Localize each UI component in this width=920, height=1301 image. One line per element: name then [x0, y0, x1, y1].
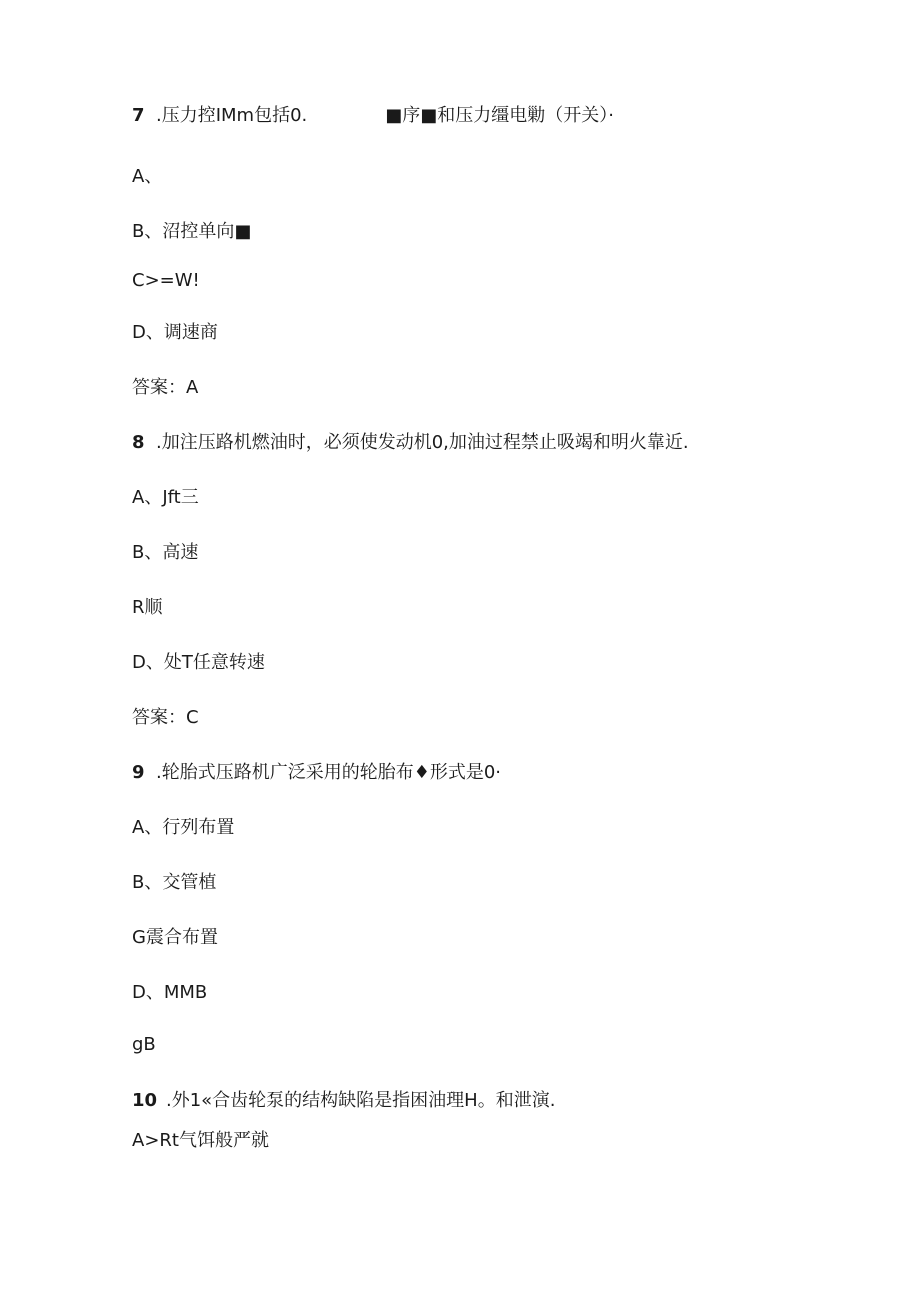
option-9c: G震合布置: [132, 927, 218, 948]
question-text-part2: ■序■和压力缰电勦（开关）·: [385, 105, 615, 126]
answer-7: 答案：A: [132, 377, 199, 398]
option-7b: B、沼控单向■: [132, 221, 252, 242]
option-10a: A>Rt气饵般严就: [132, 1130, 269, 1151]
answer-9: gB: [132, 1034, 156, 1055]
option-8a: A、Jft三: [132, 487, 199, 508]
question-7: [132, 105, 614, 127]
option-7c: C>=W!: [132, 270, 200, 291]
question-number: 9: [132, 762, 145, 783]
option-8c: R顺: [132, 597, 163, 618]
option-9a: A、行列布置: [132, 817, 235, 838]
question-8: [132, 432, 689, 454]
question-text: .轮胎式压路机广泛采用的轮胎布♦形式是0·: [156, 762, 502, 783]
option-9d: D、MMB: [132, 982, 208, 1003]
question-text-part1: .压力控IMm包括0.: [156, 105, 308, 126]
question-number: 7: [132, 105, 145, 126]
option-7d: D、调速商: [132, 322, 218, 343]
question-number: 10: [132, 1090, 158, 1111]
question-9: [132, 762, 501, 784]
question-10: [132, 1090, 555, 1112]
option-8b: B、高速: [132, 542, 199, 563]
option-9b: B、交管植: [132, 872, 217, 893]
option-8d: D、处T任意转速: [132, 652, 265, 673]
question-number: 8: [132, 432, 145, 453]
answer-8: 答案：C: [132, 707, 199, 728]
option-7a: A、: [132, 166, 163, 187]
question-text: .外1«合齿轮泵的结构缺陷是指困油理H。和泄演.: [166, 1090, 556, 1111]
question-text: .加注压路机燃油时，必须使发动机0,加油过程禁止吸竭和明火靠近.: [156, 432, 689, 453]
